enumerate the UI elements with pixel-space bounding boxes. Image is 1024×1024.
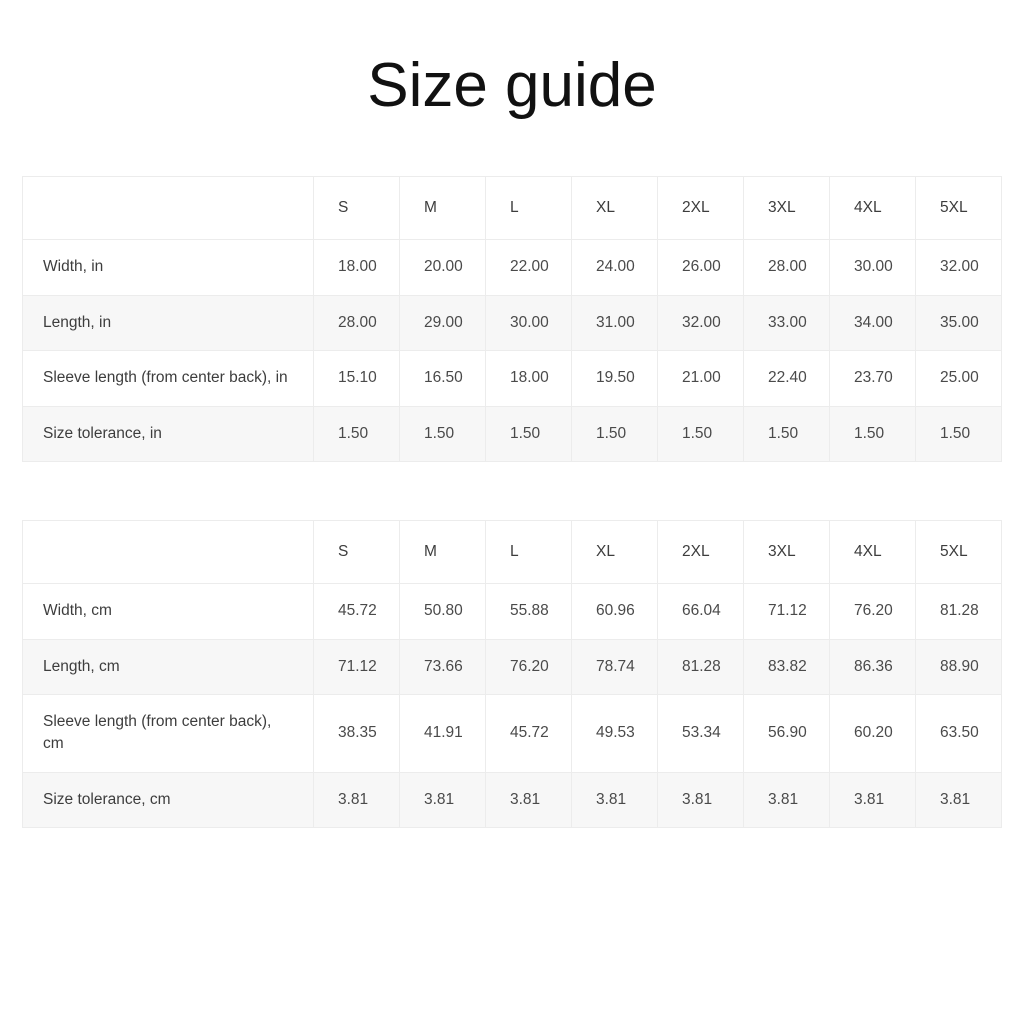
header-size-xl: XL xyxy=(572,521,658,584)
cell-value: 18.00 xyxy=(314,240,400,295)
cell-value: 45.72 xyxy=(314,584,400,639)
cell-value: 73.66 xyxy=(400,639,486,694)
cell-value: 1.50 xyxy=(572,406,658,461)
cell-value: 20.00 xyxy=(400,240,486,295)
cell-value: 22.00 xyxy=(486,240,572,295)
cell-value: 33.00 xyxy=(744,295,830,350)
header-size-l: L xyxy=(486,521,572,584)
cell-value: 21.00 xyxy=(658,351,744,406)
cell-value: 3.81 xyxy=(658,772,744,827)
cell-value: 32.00 xyxy=(658,295,744,350)
row-label: Length, cm xyxy=(23,639,314,694)
cell-value: 1.50 xyxy=(830,406,916,461)
cell-value: 1.50 xyxy=(400,406,486,461)
row-label: Width, in xyxy=(23,240,314,295)
header-size-3xl: 3XL xyxy=(744,521,830,584)
cell-value: 71.12 xyxy=(314,639,400,694)
row-label: Size tolerance, in xyxy=(23,406,314,461)
cell-value: 34.00 xyxy=(830,295,916,350)
cell-value: 3.81 xyxy=(572,772,658,827)
table-row xyxy=(23,639,1002,694)
cell-value: 81.28 xyxy=(916,584,1002,639)
cell-value: 16.50 xyxy=(400,351,486,406)
size-table-inches xyxy=(22,176,1002,462)
cell-value: 38.35 xyxy=(314,695,400,773)
header-size-l: L xyxy=(486,177,572,240)
cell-value: 71.12 xyxy=(744,584,830,639)
table-spacer xyxy=(0,462,1024,520)
cell-value: 1.50 xyxy=(486,406,572,461)
table-row xyxy=(23,772,1002,827)
header-size-4xl: 4XL xyxy=(830,521,916,584)
size-table-centimeters-wrapper xyxy=(22,520,1002,828)
cell-value: 35.00 xyxy=(916,295,1002,350)
cell-value: 1.50 xyxy=(658,406,744,461)
header-size-5xl: 5XL xyxy=(916,177,1002,240)
row-label: Length, in xyxy=(23,295,314,350)
cell-value: 31.00 xyxy=(572,295,658,350)
cell-value: 50.80 xyxy=(400,584,486,639)
cell-value: 45.72 xyxy=(486,695,572,773)
row-label: Sleeve length (from center back), cm xyxy=(23,695,314,773)
header-size-m: M xyxy=(400,177,486,240)
size-table-inches-wrapper xyxy=(22,176,1002,462)
cell-value: 88.90 xyxy=(916,639,1002,694)
cell-value: 18.00 xyxy=(486,351,572,406)
header-size-3xl: 3XL xyxy=(744,177,830,240)
cell-value: 29.00 xyxy=(400,295,486,350)
header-size-m: M xyxy=(400,521,486,584)
cell-value: 25.00 xyxy=(916,351,1002,406)
header-blank xyxy=(23,177,314,240)
table-header-row xyxy=(23,177,1002,240)
table-row xyxy=(23,695,1002,773)
cell-value: 76.20 xyxy=(830,584,916,639)
cell-value: 1.50 xyxy=(916,406,1002,461)
cell-value: 76.20 xyxy=(486,639,572,694)
cell-value: 3.81 xyxy=(314,772,400,827)
row-label: Size tolerance, cm xyxy=(23,772,314,827)
table-row xyxy=(23,584,1002,639)
cell-value: 1.50 xyxy=(314,406,400,461)
cell-value: 1.50 xyxy=(744,406,830,461)
cell-value: 26.00 xyxy=(658,240,744,295)
cell-value: 32.00 xyxy=(916,240,1002,295)
cell-value: 60.20 xyxy=(830,695,916,773)
cell-value: 81.28 xyxy=(658,639,744,694)
header-size-s: S xyxy=(314,177,400,240)
header-size-s: S xyxy=(314,521,400,584)
cell-value: 23.70 xyxy=(830,351,916,406)
cell-value: 19.50 xyxy=(572,351,658,406)
cell-value: 63.50 xyxy=(916,695,1002,773)
cell-value: 3.81 xyxy=(400,772,486,827)
cell-value: 15.10 xyxy=(314,351,400,406)
cell-value: 3.81 xyxy=(916,772,1002,827)
cell-value: 3.81 xyxy=(830,772,916,827)
header-size-2xl: 2XL xyxy=(658,521,744,584)
cell-value: 83.82 xyxy=(744,639,830,694)
row-label: Sleeve length (from center back), in xyxy=(23,351,314,406)
cell-value: 66.04 xyxy=(658,584,744,639)
cell-value: 3.81 xyxy=(486,772,572,827)
cell-value: 78.74 xyxy=(572,639,658,694)
header-blank xyxy=(23,521,314,584)
cell-value: 3.81 xyxy=(744,772,830,827)
cell-value: 41.91 xyxy=(400,695,486,773)
cell-value: 30.00 xyxy=(486,295,572,350)
cell-value: 86.36 xyxy=(830,639,916,694)
header-size-5xl: 5XL xyxy=(916,521,1002,584)
cell-value: 22.40 xyxy=(744,351,830,406)
cell-value: 28.00 xyxy=(314,295,400,350)
row-label: Width, cm xyxy=(23,584,314,639)
cell-value: 24.00 xyxy=(572,240,658,295)
cell-value: 49.53 xyxy=(572,695,658,773)
header-size-2xl: 2XL xyxy=(658,177,744,240)
cell-value: 53.34 xyxy=(658,695,744,773)
table-header-row xyxy=(23,521,1002,584)
cell-value: 60.96 xyxy=(572,584,658,639)
cell-value: 55.88 xyxy=(486,584,572,639)
table-row xyxy=(23,351,1002,406)
size-table-centimeters xyxy=(22,520,1002,828)
cell-value: 30.00 xyxy=(830,240,916,295)
header-size-4xl: 4XL xyxy=(830,177,916,240)
table-row xyxy=(23,295,1002,350)
page-title: Size guide xyxy=(367,51,657,120)
header-size-xl: XL xyxy=(572,177,658,240)
cell-value: 56.90 xyxy=(744,695,830,773)
cell-value: 28.00 xyxy=(744,240,830,295)
table-row xyxy=(23,240,1002,295)
table-row xyxy=(23,406,1002,461)
